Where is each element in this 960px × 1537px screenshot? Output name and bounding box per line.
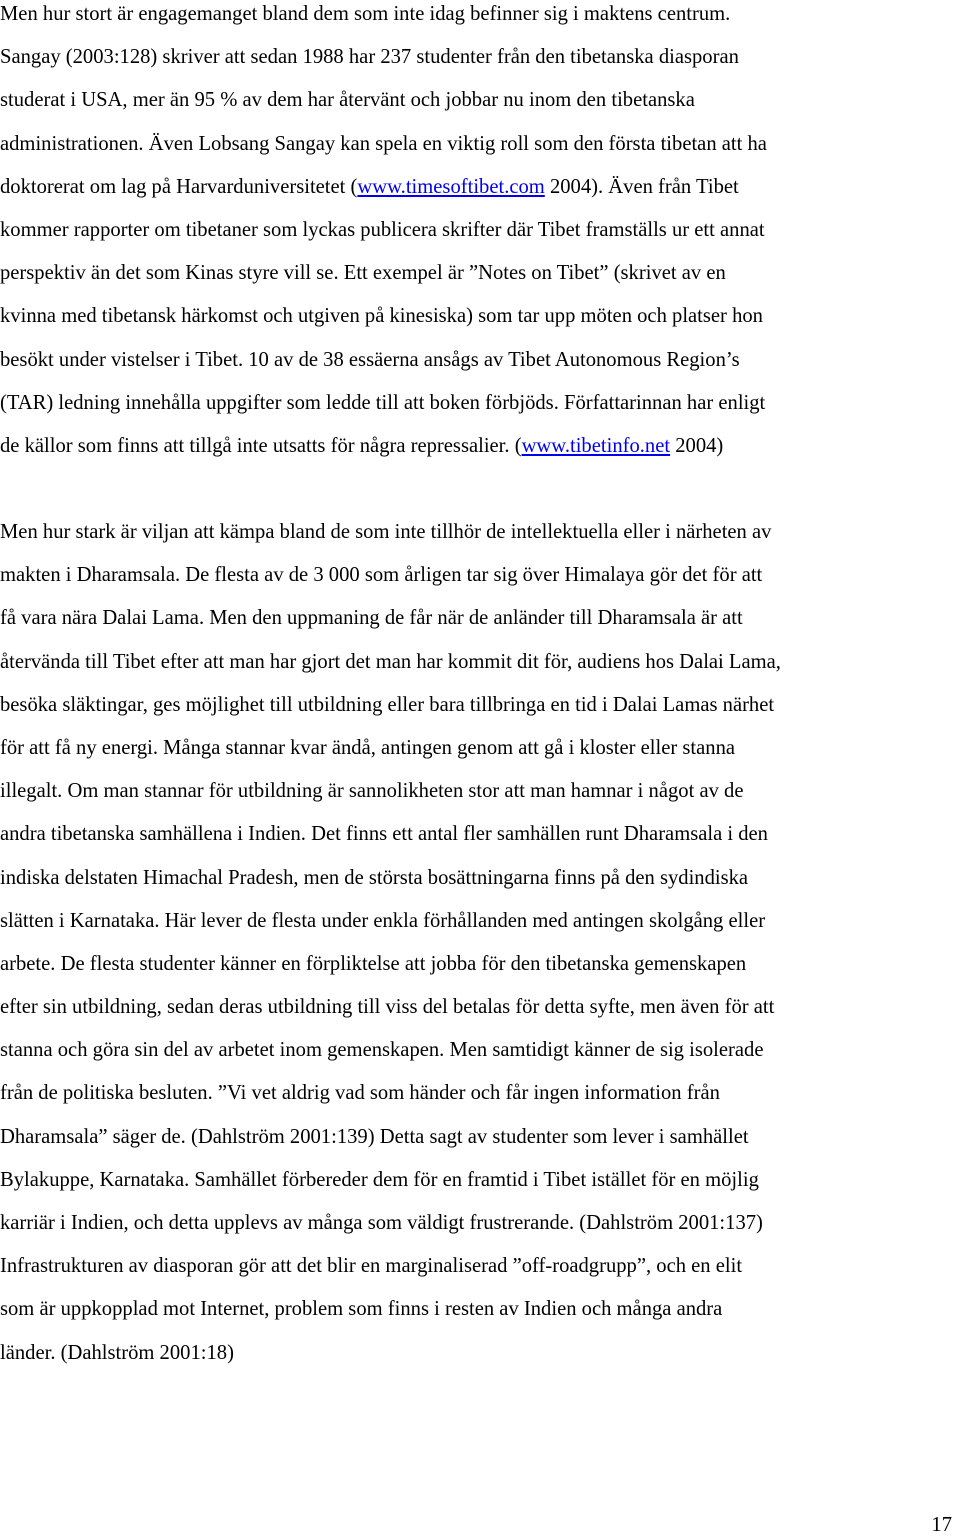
paragraph-line: Men hur stort är engagemanget bland dem som inte idag befinner sig i maktens centrum.	[0, 3, 731, 25]
paragraph-line: andra tibetanska samhällena i Indien. Det finns ett antal fler samhällen runt Dharamsala i den	[0, 823, 768, 846]
line-text: doktorerat om lag på Harvarduniversitetet (	[0, 175, 358, 198]
paragraph-line: Dharamsala” säger de. (Dahlström 2001:139) Detta sagt av studenter som lever i samhället	[0, 1125, 749, 1148]
paragraph-line: besöka släktingar, ges möjlighet till utbildning eller bara tillbringa en tid i Dalai Lamas närhet	[0, 693, 775, 716]
paragraph-line: slätten i Karnataka. Här lever de flesta under enkla förhållanden med antingen skolgång eller	[0, 909, 766, 932]
paragraph-1	[0, 0, 960, 468]
line-text: de källor som finns att tillgå inte utsatts för några repressalier. (	[0, 434, 522, 457]
paragraph-line	[0, 166, 960, 209]
paragraph-line: administrationen. Även Lobsang Sangay kan spela en viktig roll som den första tibetan att ha	[0, 132, 767, 155]
paragraph-line: länder. (Dahlström 2001:18)	[0, 1341, 234, 1364]
paragraph-line: som är uppkopplad mot Internet, problem som finns i resten av Indien och många andra	[0, 1298, 723, 1321]
paragraph-line: återvända till Tibet efter att man har gjort det man har kommit dit för, audiens hos Dalai Lama,	[0, 650, 781, 673]
paragraph-line: (TAR) ledning innehålla uppgifter som ledde till att boken förbjöds. Författarinnan har enligt	[0, 391, 766, 414]
paragraph-line: makten i Dharamsala. De flesta av de 3 000 som årligen tar sig över Himalaya gör det för att	[0, 564, 763, 587]
timesoftibet-link[interactable]: www.timesoftibet.com	[357, 175, 545, 198]
paragraph-line: besökt under vistelser i Tibet. 10 av de 38 essäerna ansågs av Tibet Autonomous Region’s	[0, 348, 740, 371]
paragraph-line: från de politiska besluten. ”Vi vet aldrig vad som händer och får ingen information från	[0, 1082, 720, 1105]
line-text: 2004)	[670, 434, 724, 457]
paragraph-line: Men hur stark är viljan att kämpa bland de som inte tillhör de intellektuella eller i närheten av	[0, 521, 772, 543]
paragraph-line: Bylakuppe, Karnataka. Samhället förbereder dem för en framtid i Tibet istället för en möjlig	[0, 1168, 759, 1191]
tibetinfo-link[interactable]: www.tibetinfo.net	[521, 434, 671, 457]
paragraph-line: Infrastrukturen av diasporan gör att det blir en marginaliserad ”off-roadgrupp”, och en elit	[0, 1255, 743, 1278]
paragraph-line: karriär i Indien, och detta upplevs av många som väldigt frustrerande. (Dahlström 2001:137)	[0, 1212, 763, 1234]
paragraph-line: få vara nära Dalai Lama. Men den uppmaning de får när de anländer till Dharamsala är att	[0, 607, 743, 630]
paragraph-line: indiska delstaten Himachal Pradesh, men de största bosättningarna finns på den sydindiska	[0, 866, 749, 889]
paragraph-line: arbete. De flesta studenter känner en förpliktelse att jobba för den tibetanska gemenskapen	[0, 952, 747, 975]
paragraph-line: för att få ny energi. Många stannar kvar ändå, antingen genom att gå i kloster eller stanna	[0, 736, 736, 759]
paragraph-line: stanna och göra sin del av arbetet inom gemenskapen. Men samtidigt känner de sig isolerade	[0, 1039, 764, 1062]
paragraph-line: perspektiv än det som Kinas styre vill se. Ett exempel är ”Notes on Tibet” (skrivet av en	[0, 262, 726, 285]
paragraph-line: kvinna med tibetansk härkomst och utgiven på kinesiska) som tar upp möten och platser hon	[0, 305, 763, 328]
line-text: 2004). Även från Tibet	[544, 175, 739, 198]
paragraph-line: studerat i USA, mer än 95 % av dem har återvänt och jobbar nu inom den tibetanska	[0, 89, 695, 112]
paragraph-line	[0, 425, 960, 468]
paragraph-line: efter sin utbildning, sedan deras utbildning till viss del betalas för detta syfte, men även för att	[0, 996, 775, 1019]
page-number: 17	[931, 1514, 952, 1536]
paragraph-line: illegalt. Om man stannar för utbildning är sannolikheten stor att man hamnar i något av de	[0, 780, 744, 803]
paragraph-2	[0, 511, 960, 1375]
paragraph-line: Sangay (2003:128) skriver att sedan 1988 har 237 studenter från den tibetanska diasporan	[0, 46, 739, 69]
paragraph-line: kommer rapporter om tibetaner som lyckas publicera skrifter där Tibet framställs ur ett annat	[0, 218, 765, 241]
